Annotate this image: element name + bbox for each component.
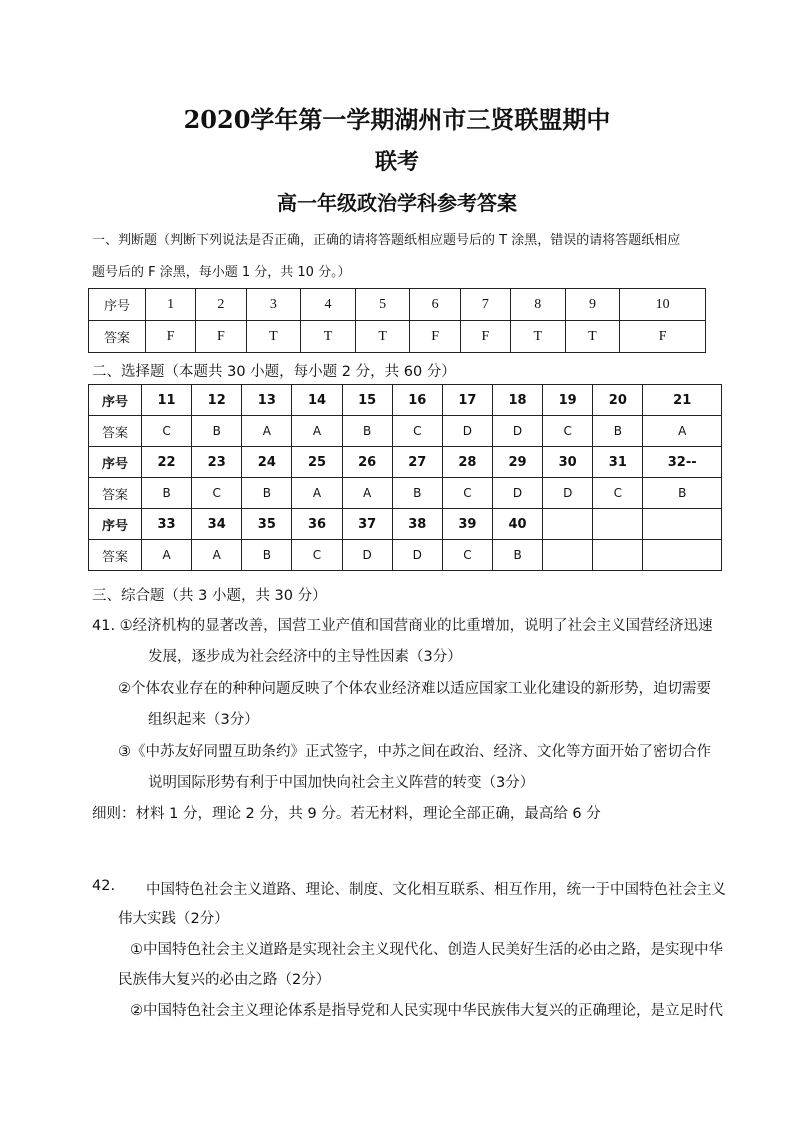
- question-number: 15: [342, 385, 392, 416]
- q42-line1: 中国特色社会主义道路、理论、制度、文化相互联系、相互作用，统一于中国特色社会主义: [146, 882, 726, 898]
- question-number: 27: [392, 447, 442, 478]
- question-number: 8: [510, 289, 565, 321]
- answer-cell: D: [492, 416, 542, 447]
- answer-cell: F: [410, 321, 460, 353]
- question-number: 34: [192, 509, 242, 540]
- page-subtitle: 高一年级政治学科参考答案: [277, 191, 517, 215]
- answer-cell: [543, 540, 593, 571]
- question-number: 11: [142, 385, 192, 416]
- answer-cell: B: [492, 540, 542, 571]
- answer-cell: C: [442, 478, 492, 509]
- question-number: 16: [392, 385, 442, 416]
- question-number: [593, 509, 643, 540]
- answer-cell: F: [620, 321, 706, 353]
- q41-line3: ②个体农业存在的种种问题反映了个体农业经济难以适应国家工业化建设的新形势，迫切需要: [118, 681, 711, 697]
- row-label: 答案: [89, 540, 142, 571]
- answer-cell: B: [242, 478, 292, 509]
- answer-cell: T: [355, 321, 410, 353]
- question-number: [643, 509, 722, 540]
- question-number: 22: [142, 447, 192, 478]
- answer-cell: C: [392, 416, 442, 447]
- part2-intro: 二、选择题（本题共 30 小题，每小题 2 分，共 60 分）: [92, 364, 456, 380]
- question-number: 1: [146, 289, 196, 321]
- row-label: 答案: [89, 321, 146, 353]
- answer-cell: T: [565, 321, 620, 353]
- row-label: 序号: [89, 447, 142, 478]
- question-number: 17: [442, 385, 492, 416]
- question-number: 10: [620, 289, 706, 321]
- table-row: [89, 416, 722, 447]
- question-number: 37: [342, 509, 392, 540]
- row-label: 答案: [89, 478, 142, 509]
- table-row: [89, 540, 722, 571]
- question-number: 30: [543, 447, 593, 478]
- page-title: 2020学年第一学期湖州市三贤联盟期中: [183, 105, 611, 134]
- question-number: [543, 509, 593, 540]
- answer-cell: F: [196, 321, 246, 353]
- table-row: [89, 478, 722, 509]
- question-number: 25: [292, 447, 342, 478]
- answer-cell: A: [192, 540, 242, 571]
- question-number: 40: [492, 509, 542, 540]
- table-row: [89, 289, 706, 321]
- answer-cell: B: [593, 416, 643, 447]
- question-number: 12: [192, 385, 242, 416]
- answer-cell: D: [543, 478, 593, 509]
- question-number: 36: [292, 509, 342, 540]
- answer-cell: D: [342, 540, 392, 571]
- answer-cell: B: [142, 478, 192, 509]
- table-row: [89, 385, 722, 416]
- q41-line5: ③《中苏友好同盟互助条约》正式签字，中苏之间在政治、经济、文化等方面开始了密切合作: [118, 744, 711, 760]
- question-number: 18: [492, 385, 542, 416]
- answer-cell: C: [593, 478, 643, 509]
- q41-line2: 发展，逐步成为社会经济中的主导性因素（3分）: [148, 649, 462, 665]
- question-number: 33: [142, 509, 192, 540]
- question-number: 13: [242, 385, 292, 416]
- question-number: 32--: [643, 447, 722, 478]
- q41-line6: 说明国际形势有利于中国加快向社会主义阵营的转变（3分）: [148, 775, 535, 791]
- question-number: 24: [242, 447, 292, 478]
- answer-cell: B: [242, 540, 292, 571]
- answer-cell: A: [643, 416, 722, 447]
- answer-cell: F: [146, 321, 196, 353]
- answer-cell: C: [142, 416, 192, 447]
- question-number: 14: [292, 385, 342, 416]
- answer-cell: B: [392, 478, 442, 509]
- page-title-line2: 联考: [374, 149, 419, 175]
- question-number: 35: [242, 509, 292, 540]
- row-label: 序号: [89, 509, 142, 540]
- table-row: [89, 321, 706, 353]
- question-number: 20: [593, 385, 643, 416]
- answer-cell: C: [192, 478, 242, 509]
- table-row: [89, 447, 722, 478]
- question-number: 6: [410, 289, 460, 321]
- q42-line5: ②中国特色社会主义理论体系是指导党和人民实现中华民族伟大复兴的正确理论，是立足时代: [130, 1003, 723, 1019]
- answer-cell: F: [460, 321, 510, 353]
- question-number: 9: [565, 289, 620, 321]
- question-number: 19: [543, 385, 593, 416]
- question-number: 28: [442, 447, 492, 478]
- question-number: 4: [301, 289, 356, 321]
- q41-line4: 组织起来（3分）: [148, 712, 259, 728]
- question-number: 5: [355, 289, 410, 321]
- answer-cell: D: [392, 540, 442, 571]
- multiple-choice-answer-table: [88, 384, 722, 571]
- answer-cell: A: [292, 478, 342, 509]
- question-number: 39: [442, 509, 492, 540]
- answer-cell: D: [442, 416, 492, 447]
- answer-cell: T: [246, 321, 301, 353]
- answer-cell: A: [292, 416, 342, 447]
- answer-cell: A: [142, 540, 192, 571]
- question-number: 23: [192, 447, 242, 478]
- q41-line1: 41. ①经济机构的显著改善，国营工业产值和国营商业的比重增加，说明了社会主义国营经济迅速: [92, 618, 713, 634]
- part3-intro: 三、综合题（共 3 小题，共 30 分）: [92, 588, 327, 604]
- answer-cell: B: [643, 478, 722, 509]
- q42-number: 42.: [92, 878, 116, 894]
- answer-cell: C: [292, 540, 342, 571]
- answer-cell: C: [442, 540, 492, 571]
- true-false-answer-table: [88, 288, 706, 353]
- question-number: 3: [246, 289, 301, 321]
- question-number: 38: [392, 509, 442, 540]
- row-label: 序号: [89, 289, 146, 321]
- question-number: 7: [460, 289, 510, 321]
- question-number: 29: [492, 447, 542, 478]
- table-row: [89, 509, 722, 540]
- answer-cell: B: [342, 416, 392, 447]
- q41-scoring-rules: 细则：材料 1 分，理论 2 分，共 9 分。若无材料，理论全部正确，最高给 6 分: [92, 806, 601, 822]
- answer-cell: T: [510, 321, 565, 353]
- question-number: 21: [643, 385, 722, 416]
- row-label: 序号: [89, 385, 142, 416]
- answer-cell: C: [543, 416, 593, 447]
- answer-cell: [593, 540, 643, 571]
- answer-cell: B: [192, 416, 242, 447]
- part1-intro-line2: 题号后的 F 涂黑，每小题 1 分，共 10 分。）: [92, 265, 351, 280]
- answer-cell: [643, 540, 722, 571]
- answer-cell: D: [492, 478, 542, 509]
- part1-intro-line1: 一、判断题（判断下列说法是否正确，正确的请将答题纸相应题号后的 T 涂黑，错误的请将答题纸相应: [92, 233, 681, 248]
- answer-cell: T: [301, 321, 356, 353]
- answer-cell: A: [242, 416, 292, 447]
- row-label: 答案: [89, 416, 142, 447]
- question-number: 26: [342, 447, 392, 478]
- q42-line2: 伟大实践（2分）: [118, 911, 229, 927]
- q42-line3: ①中国特色社会主义道路是实现社会主义现代化、创造人民美好生活的必由之路，是实现中华: [130, 942, 723, 958]
- question-number: 31: [593, 447, 643, 478]
- answer-cell: A: [342, 478, 392, 509]
- question-number: 2: [196, 289, 246, 321]
- q42-line4: 民族伟大复兴的必由之路（2分）: [118, 972, 331, 988]
